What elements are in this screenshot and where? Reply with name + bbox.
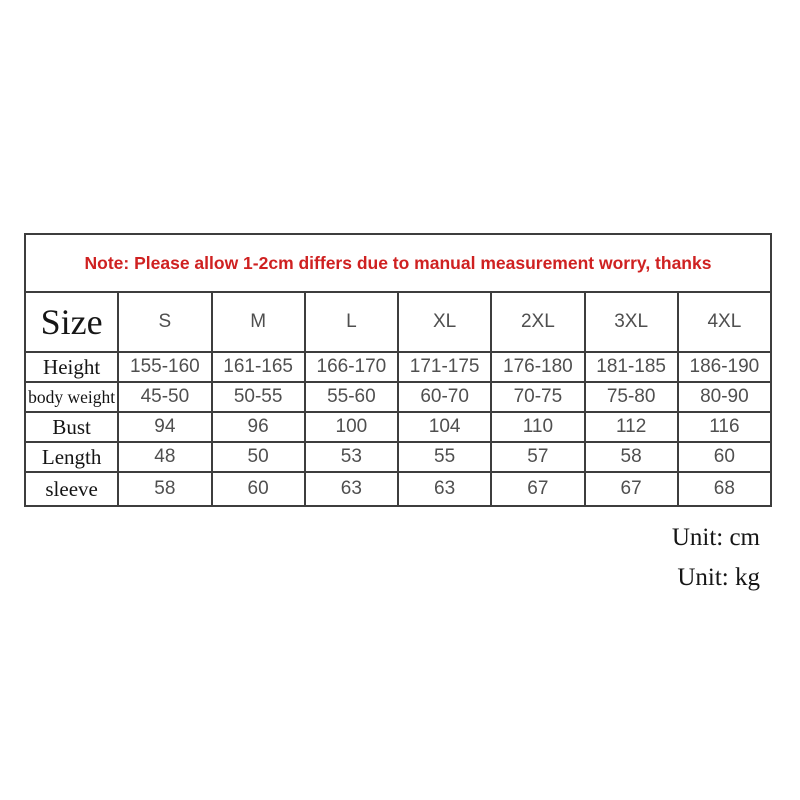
- column-header-3xl: 3XL: [585, 292, 678, 352]
- cell-value: 67: [491, 472, 584, 506]
- cell-value: 166-170: [305, 352, 398, 382]
- note-row: [25, 234, 771, 292]
- cell-value: 48: [118, 442, 211, 472]
- unit-cm-text: Unit: cm: [671, 524, 760, 551]
- column-header-4xl: 4XL: [678, 292, 771, 352]
- cell-value: 55: [398, 442, 491, 472]
- cell-value: 100: [305, 412, 398, 442]
- cell-value: 45-50: [118, 382, 211, 412]
- table-row-length: [25, 442, 771, 472]
- row-label-bust: Bust: [25, 412, 118, 442]
- column-header-l: L: [305, 292, 398, 352]
- cell-value: 53: [305, 442, 398, 472]
- cell-value: 96: [212, 412, 305, 442]
- cell-value: 58: [118, 472, 211, 506]
- cell-value: 75-80: [585, 382, 678, 412]
- row-label-length: Length: [25, 442, 118, 472]
- cell-value: 55-60: [305, 382, 398, 412]
- cell-value: 80-90: [678, 382, 771, 412]
- cell-value: 181-185: [585, 352, 678, 382]
- column-header-m: M: [212, 292, 305, 352]
- cell-value: 50: [212, 442, 305, 472]
- size-chart-table: [24, 233, 772, 507]
- cell-value: 70-75: [491, 382, 584, 412]
- table-row-sleeve: [25, 472, 771, 506]
- row-label-body-weight: body weight: [25, 382, 118, 412]
- cell-value: 186-190: [678, 352, 771, 382]
- cell-value: 60: [212, 472, 305, 506]
- header-row: [25, 292, 771, 352]
- cell-value: 176-180: [491, 352, 584, 382]
- table-row-body-weight: [25, 382, 771, 412]
- cell-value: 104: [398, 412, 491, 442]
- cell-value: 50-55: [212, 382, 305, 412]
- cell-value: 94: [118, 412, 211, 442]
- cell-value: 57: [491, 442, 584, 472]
- row-label-sleeve: sleeve: [25, 472, 118, 506]
- cell-value: 63: [398, 472, 491, 506]
- corner-cell-size: Size: [25, 292, 118, 352]
- cell-value: 171-175: [398, 352, 491, 382]
- cell-value: 58: [585, 442, 678, 472]
- column-header-xl: XL: [398, 292, 491, 352]
- cell-value: 68: [678, 472, 771, 506]
- cell-value: 63: [305, 472, 398, 506]
- column-header-2xl: 2XL: [491, 292, 584, 352]
- cell-value: 60-70: [398, 382, 491, 412]
- cell-value: 161-165: [212, 352, 305, 382]
- cell-value: 110: [491, 412, 584, 442]
- cell-value: 67: [585, 472, 678, 506]
- column-header-s: S: [118, 292, 211, 352]
- cell-value: 60: [678, 442, 771, 472]
- cell-value: 112: [585, 412, 678, 442]
- note-text: Note: Please allow 1-2cm differs due to manual measurement worry, thanks: [25, 234, 771, 292]
- table-row-bust: [25, 412, 771, 442]
- table-row-height: [25, 352, 771, 382]
- cell-value: 155-160: [118, 352, 211, 382]
- unit-kg-text: Unit: kg: [677, 564, 760, 591]
- row-label-height: Height: [25, 352, 118, 382]
- cell-value: 116: [678, 412, 771, 442]
